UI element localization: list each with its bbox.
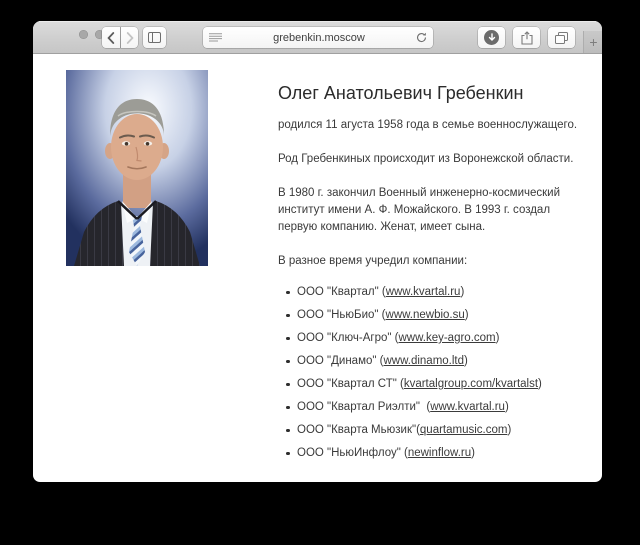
company-paren: ) [507, 424, 512, 436]
company-list-item [278, 422, 574, 439]
company-link[interactable]: kvartalgroup.com/kvartalst [403, 378, 539, 390]
company-link[interactable]: www.dinamo.ltd [383, 355, 465, 367]
reader-lines-icon[interactable] [209, 33, 222, 42]
chevron-right-icon [126, 32, 134, 44]
company-link[interactable]: www.kvartal.ru [385, 286, 461, 298]
company-name: ООО "Кварта Мьюзик"( [297, 424, 420, 436]
company-name: ООО "Квартал Риэлти" ( [297, 401, 431, 413]
address-text[interactable]: grebenkin.moscow [273, 31, 365, 44]
sidebar-toggle-button[interactable] [143, 27, 166, 48]
origin-paragraph: Род Гребенкиных происходит из Воронежской области. [278, 153, 574, 165]
company-link[interactable]: www.key-agro.com [398, 332, 496, 344]
page-title: Олег Анатольевич Гребенкин [278, 83, 524, 103]
share-icon [521, 31, 533, 45]
company-link[interactable]: newinflow.ru [407, 447, 472, 459]
back-button[interactable] [102, 27, 120, 48]
birth-paragraph: родился 11 агуста 1958 года в семье военнослужащего. [278, 119, 578, 131]
company-list-item [278, 284, 574, 301]
portrait-photo [66, 70, 208, 266]
company-paren: ) [538, 378, 542, 390]
webpage-content [33, 54, 602, 468]
company-name: ООО "Динамо" ( [297, 355, 384, 367]
sidebar-panel-icon [148, 32, 161, 43]
share-button[interactable] [513, 27, 540, 48]
education-paragraph: В 1980 г. закончил Военный инженерно-космический институт имени А. Ф. Можайского. В 1993 г. создал первую компанию. Женат, имеет сына. [278, 187, 561, 233]
company-list-item [278, 307, 574, 324]
company-list-item [278, 330, 574, 347]
company-list-item [278, 353, 574, 370]
window-close-icon[interactable] [79, 30, 88, 39]
chevron-left-icon [107, 32, 115, 44]
company-paren: ) [495, 332, 500, 344]
company-paren: ) [504, 401, 509, 413]
company-paren: ) [471, 447, 475, 459]
biography-text [278, 70, 578, 468]
company-name: ООО "Квартал" ( [297, 286, 386, 298]
browser-toolbar [33, 21, 602, 54]
new-tab-button[interactable] [583, 31, 602, 53]
company-paren: ) [460, 286, 465, 298]
download-circle-icon [484, 30, 499, 45]
download-arrow-icon [488, 33, 496, 42]
tab-overview-icon [555, 32, 568, 44]
address-bar[interactable] [203, 27, 433, 48]
browser-window [33, 21, 602, 482]
reload-icon[interactable] [416, 32, 427, 43]
company-name: ООО "Квартал СТ" ( [297, 378, 404, 390]
companies-list [278, 284, 574, 462]
company-link[interactable]: www.newbio.su [385, 309, 465, 321]
company-name: ООО "Ключ-Агро" ( [297, 332, 399, 344]
company-list-item [278, 399, 574, 416]
company-paren: ) [464, 355, 468, 367]
forward-button[interactable] [121, 27, 138, 48]
downloads-button[interactable] [478, 27, 505, 48]
company-name: ООО "НьюБио" ( [297, 309, 386, 321]
company-paren: ) [464, 309, 469, 321]
tab-overview-button[interactable] [548, 27, 575, 48]
company-link[interactable]: www.kvartal.ru [430, 401, 505, 413]
company-list-item [278, 445, 574, 462]
companies-intro: В разное время учредил компании: [278, 255, 468, 267]
company-list-item [278, 376, 574, 393]
company-link[interactable]: quartamusic.com [419, 424, 508, 436]
company-name: ООО "НьюИнфлоу" ( [297, 447, 408, 459]
plus-icon: + [589, 34, 598, 50]
